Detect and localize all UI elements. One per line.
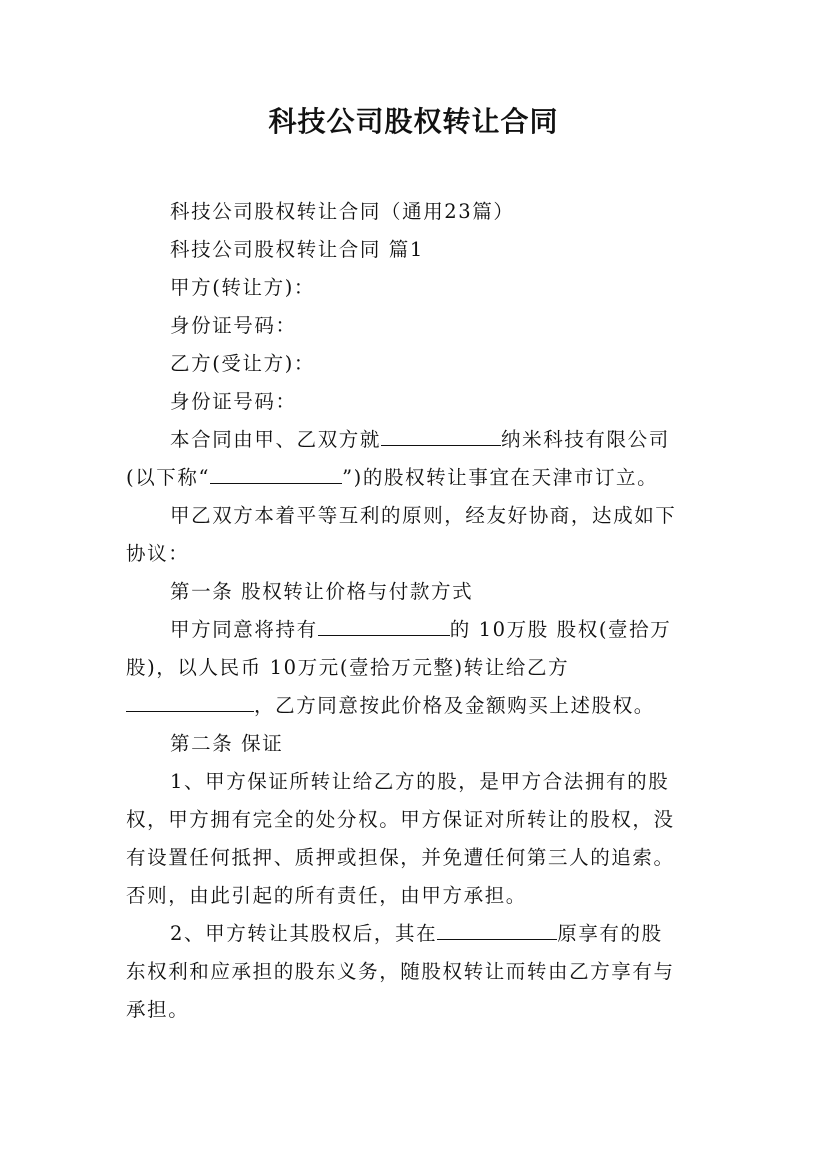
article-1-heading: 第一条 股权转让价格与付款方式 — [170, 580, 474, 603]
intro-text-b: 纳米科技有限公司 — [501, 428, 670, 451]
article-1-text-c: ，乙方同意按此价格及金额购买上述股权。 — [254, 694, 655, 717]
paragraph-agreement-line-1: 甲乙双方本着平等互利的原则，经友好协商，达成如下 — [170, 504, 677, 527]
document-body — [126, 193, 716, 1029]
blank-field — [126, 687, 254, 712]
party-b-label: 乙方(受让方)： — [170, 352, 316, 375]
article-2-heading: 第二条 保证 — [170, 732, 284, 755]
clause-2-line-3: 承担。 — [126, 998, 190, 1021]
article-1-line-3 — [126, 687, 716, 725]
blank-field — [381, 421, 501, 446]
clause-2-text-b: 原享有的股 — [557, 922, 663, 945]
paragraph-intro-line-1 — [126, 421, 716, 459]
intro-text-a: 本合同由甲、乙双方就 — [170, 428, 382, 451]
article-1-line-1 — [126, 611, 716, 649]
clause-1-line-2: 权，甲方拥有完全的处分权。甲方保证对所转让的股权，没 — [126, 808, 675, 831]
paragraph-agreement-line-2: 协议： — [126, 542, 190, 565]
clause-2-text-a: 2、甲方转让其股权后，其在 — [170, 922, 438, 945]
clause-2-line-1 — [126, 915, 716, 953]
section-heading: 科技公司股权转让合同 篇1 — [170, 238, 424, 261]
document-title: 科技公司股权转让合同 — [268, 105, 559, 138]
party-a-id-label: 身份证号码： — [170, 314, 297, 337]
blank-field — [437, 915, 557, 940]
article-1-text-b: 的 10万股 股权(壹拾万 — [449, 618, 672, 641]
intro-text-d: ”)的股权转让事宜在天津市订立。 — [342, 466, 659, 489]
clause-1-line-4: 否则，由此引起的所有责任，由甲方承担。 — [126, 884, 527, 907]
article-1-text-a: 甲方同意将持有 — [170, 618, 318, 641]
document-subtitle: 科技公司股权转让合同（通用23篇） — [170, 200, 515, 223]
article-1-line-2: 股)，以人民币 10万元(壹拾万元整)转让给乙方 — [126, 656, 570, 679]
clause-1-line-1: 1、甲方保证所转让给乙方的股，是甲方合法拥有的股 — [170, 770, 670, 793]
blank-field — [318, 611, 450, 636]
clause-2-line-2: 东权利和应承担的股东义务，随股权转让而转由乙方享有与 — [126, 960, 675, 983]
party-a-label: 甲方(转让方)： — [170, 276, 316, 299]
party-b-id-label: 身份证号码： — [170, 390, 297, 413]
blank-field — [210, 459, 342, 484]
paragraph-intro-line-2 — [126, 459, 716, 497]
clause-1-line-3: 有设置任何抵押、质押或担保，并免遭任何第三人的追索。 — [126, 846, 675, 869]
intro-text-c: (以下称“ — [126, 466, 211, 489]
